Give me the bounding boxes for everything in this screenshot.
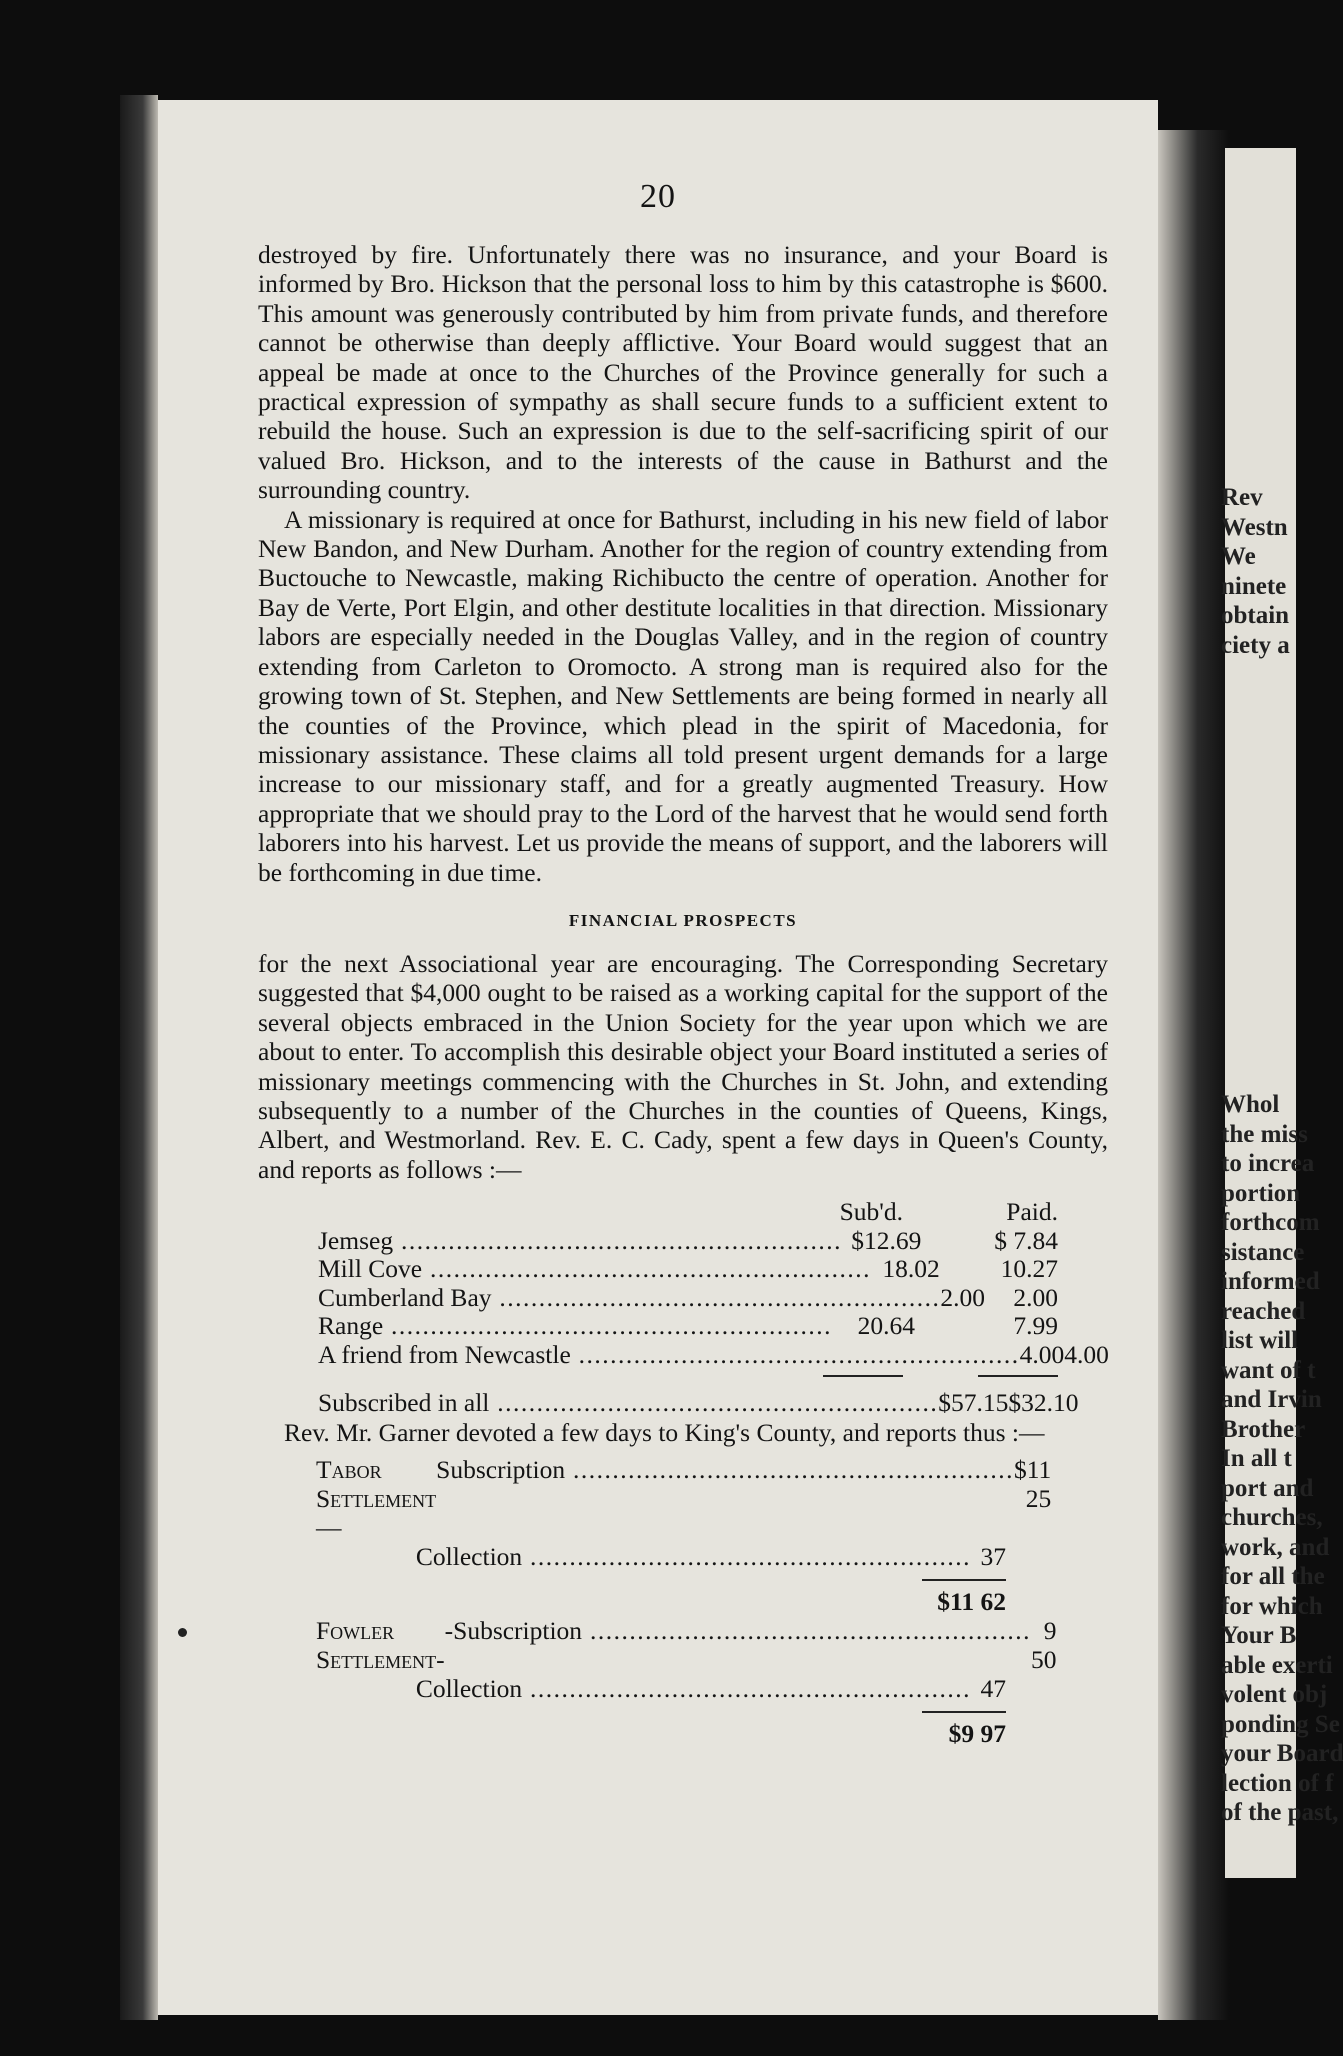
column-header-paid: Paid. [1006,1197,1058,1227]
book-spine-shadow [120,95,158,2020]
paid-amount: $ 7.84 [994,1225,1058,1255]
table-row [318,1339,1109,1370]
adjacent-fragment: informed [1221,1268,1320,1295]
adjacent-fragment: obtain [1221,602,1290,629]
item-amount: 9 50 [1030,1616,1057,1675]
subscribed-amount: $12.69 [851,1225,922,1255]
adjacent-fragment: Your B [1221,1622,1297,1649]
adjacent-fragment: ciety a [1221,631,1290,659]
place-name: A friend from Newcastle ..... [318,1341,1020,1370]
table-row [318,1312,1058,1341]
subtotal-rule [316,1711,1006,1713]
item-amount: $11 25 [1013,1455,1052,1514]
adjacent-fragment: to increa [1221,1150,1315,1177]
adjacent-fragment: In all t [1221,1445,1292,1472]
adjacent-fragment: We [1221,543,1256,570]
place-name: Jemseg ..... [318,1227,842,1256]
cady-report-table [318,1197,1109,1418]
adjacent-fragment: want of t [1221,1356,1316,1384]
garner-report-table [316,1455,1057,1749]
adjacent-fragment: reached [1221,1297,1306,1325]
settlement-total: $9 97 [948,1719,1006,1749]
item-label: Collection ..... [416,1674,971,1703]
settlement-row [316,1674,1006,1703]
settlement-row [316,1616,1057,1675]
total-subscribed: $57.15 [938,1388,1009,1418]
adjacent-fragment: ninete [1221,572,1287,600]
adjacent-fragment: work, and [1221,1533,1330,1561]
adjacent-fragment: lection of f [1221,1769,1334,1797]
subtotal-rule [316,1579,1006,1581]
ink-blot [178,1628,187,1637]
item-label: -Subscription ..... [445,1616,1031,1674]
page-body [258,240,1108,1748]
book-gutter-shadow [1158,130,1230,2020]
settlement-name: Fowler Settlement- [316,1616,445,1675]
adjacent-fragment: churches, [1221,1504,1323,1531]
total-label: Subscribed in all ..... [318,1389,938,1418]
settlement-name: Tabor Settlement— [316,1455,437,1543]
adjacent-fragment: Brother [1221,1415,1306,1443]
table-header [318,1198,1058,1227]
adjacent-fragment: volent obj [1221,1681,1328,1708]
place-name: Range ..... [318,1312,832,1341]
adjacent-fragment: your Board [1221,1740,1343,1767]
total-rule [318,1375,1058,1385]
adjacent-fragment: port and [1221,1474,1314,1502]
item-label: Collection ..... [416,1542,971,1571]
paid-amount: 7.99 [1013,1311,1058,1341]
subscribed-amount: 20.64 [857,1311,916,1341]
adjacent-page-edge [1221,148,1343,1878]
adjacent-fragment: sistance [1221,1238,1305,1266]
paid-amount: 4.00 [1064,1339,1109,1369]
table-total-row [318,1388,1079,1418]
adjacent-fragment: ponding Se [1221,1710,1340,1738]
table-row [318,1227,1058,1256]
adjacent-fragment: for all the [1221,1563,1325,1590]
subscribed-amount: 2.00 [940,1282,986,1312]
column-header-subscribed: Sub'd. [839,1197,903,1227]
adjacent-fragment: of the past, [1221,1799,1339,1826]
adjacent-fragment: Whol [1221,1091,1280,1118]
adjacent-fragment: portion [1221,1179,1301,1207]
paragraph-garner-report: Rev. Mr. Garner devoted a few days to King's County, and reports thus :— [284,1417,1045,1447]
adjacent-fragment: Rev [1221,484,1263,511]
book-page [158,100,1158,2015]
subscribed-amount: 4.00 [1019,1339,1065,1369]
settlement-total-row [316,1587,1006,1616]
table-row [318,1255,1058,1284]
adjacent-fragment: and Irvin [1221,1386,1322,1413]
section-heading: FINANCIAL PROSPECTS [568,910,798,930]
paragraph-financial-prospects: for the next Associational year are encouraging. The Corresponding Secretary suggested that $4,000 ought to be raised as a working capital for the support of the several objects embraced in the Union Society for the year upon which we are about to enter. To accomplish this desirable object your Board instituted a series of missionary meetings commencing with the Churches in St. John, and extending subsequently to a number of the Churches in the counties of Queens, Kings, Albert, and Westmorland. Rev. E. C. Cady, spent a few days in Queen's County, and reports as follows :— [258,948,1108,1184]
settlement-total-row [316,1719,1006,1748]
subscribed-amount: 18.02 [882,1254,940,1284]
paragraph-fire-appeal: destroyed by fire. Unfortunately there was no insurance, and your Board is informed by Bro. Hickson that the personal loss to him by this catastrophe is $600. This amount was generously contributed by him from private funds, and therefore cannot be otherwise than deeply afflictive. Your Board would suggest that an appeal be made at once to the Churches of the Province generally for such a practical expression of sympathy as shall secure funds to a sufficient extent to rebuild the house. Such an expression is due to the self-sacrificing spirit of our valued Bro. Hickson, and to the interests of the cause in Bathurst and the surrounding country. [258,240,1108,505]
settlement-total: $11 62 [937,1587,1006,1617]
page-number: 20 [640,178,676,215]
adjacent-fragment: able exerti [1221,1651,1333,1679]
settlement-row [316,1542,1006,1571]
adjacent-fragment: forthcom [1221,1209,1320,1236]
paid-amount: 2.00 [1013,1282,1058,1312]
item-label: Subscription ..... [436,1455,1014,1542]
place-name: Cumberland Bay ..... [318,1284,940,1313]
adjacent-fragment: for which [1221,1592,1323,1620]
table-row [318,1284,1058,1313]
paid-amount: 10.27 [1000,1254,1058,1284]
adjacent-fragment: Westn [1221,513,1288,541]
place-name: Mill Cove ..... [318,1255,871,1284]
adjacent-fragment: list will [1221,1327,1299,1354]
paragraph-missionary-needs: A missionary is required at once for Bathurst, including in his new field of labor New Bandon, and New Durham. Another for the region of country extending from Buctouche to Newcastle, making Richibucto the centre of operation. Another for Bay de Verte, Port Elgin, and other destitute localities in that direction. Missionary labors are especially needed in the Douglas Valley, and in the region of country extending from Carleton to Oromocto. A strong man is required also for the growing town of St. Stephen, and New Settlements are being formed in nearly all the counties of the Province, which plead in the spirit of Macedonia, for missionary assistance. These claims all told present urgent demands for a large increase to our missionary staff, and for a greatly augmented Treasury. How appropriate that we should pray to the Lord of the harvest that he would send forth laborers into his harvest. Let us provide the means of support, and the laborers will be forthcoming in due time. [258,504,1108,887]
item-amount: 37 [980,1542,1006,1572]
total-paid: $32.10 [1008,1388,1079,1418]
adjacent-fragment: the miss [1221,1120,1308,1148]
item-amount: 47 [980,1674,1006,1704]
settlement-row [316,1455,1052,1543]
